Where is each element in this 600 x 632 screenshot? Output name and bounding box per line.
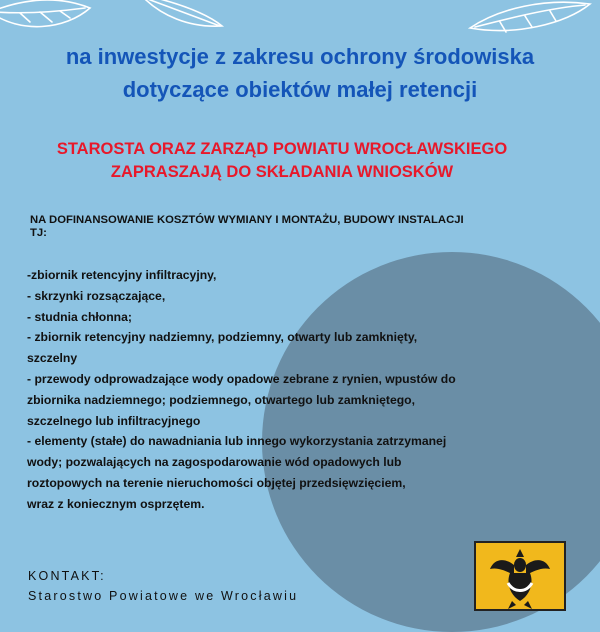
headline [0,40,600,106]
eagle-crest-icon [474,541,566,611]
contact-office: Starostwo Powiatowe we Wrocławiu [28,589,299,603]
contact-label: KONTAKT: [28,569,106,583]
invitation-line-2: ZAPRASZAJĄ DO SKŁADANIA WNIOSKÓW [110,163,454,181]
list-item: - zbiornik retencyjny nadziemny, podziemny, otwarty lub zamknięty, [27,330,418,345]
invitation-line-1: STAROSTA ORAZ ZARZĄD POWIATU WROCŁAWSKIEGO [56,140,508,158]
headline-line-1: na inwestycje z zakresu ochrony środowiska [65,44,535,69]
leaf-icon [140,0,222,26]
contact-section [28,566,298,606]
leaf-icon [470,2,590,32]
list-item: - studnia chłonna; [27,309,132,324]
intro-text: NA DOFINANSOWANIE KOSZTÓW WYMIANY I MONTAŻU, BUDOWY INSTALACJI TJ: [30,214,464,239]
list-item: - elementy (stałe) do nawadniania lub innego wykorzystania zatrzymanej [27,434,447,449]
invitation [0,138,564,184]
list-item: roztopowych na terenie nieruchomości objętej przedsięwzięciem, [27,475,406,490]
list-item: szczelny [27,351,78,366]
headline-line-2: dotyczące obiektów małej retencji [122,77,478,102]
leaf-icon [0,0,90,27]
list-item: szczelnego lub infiltracyjnego [27,413,201,428]
installation-list [27,265,527,515]
list-item: - przewody odprowadzające wody opadowe zebrane z rynien, wpustów do [27,371,456,386]
list-item: wody; pozwalających na zagospodarowanie wód opadowych lub [27,455,402,470]
list-item: zbiornika nadziemnego; podziemnego, otwartego lub zamkniętego, [27,392,416,407]
list-item: - skrzynki rozsączające, [27,288,166,303]
list-item: -zbiornik retencyjny infiltracyjny, [27,268,217,282]
list-item: wraz z koniecznym osprzętem. [27,496,205,511]
